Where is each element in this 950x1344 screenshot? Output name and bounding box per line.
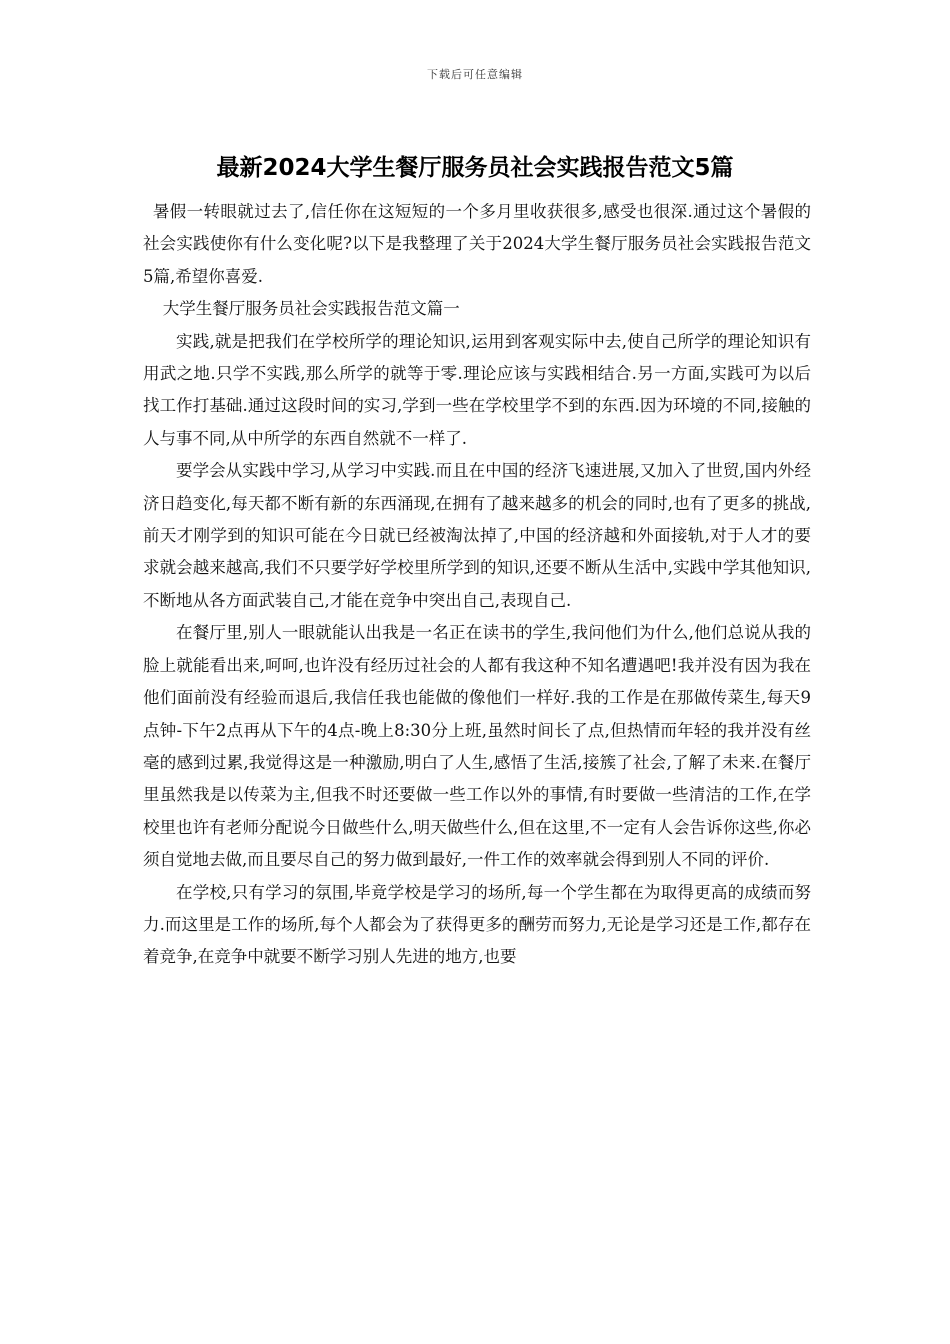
body-paragraph: 要学会从实践中学习,从学习中实践.而且在中国的经济飞速进展,又加入了世贸,国内外经济日趋变化,每天都不断有新的东西涌现,在拥有了越来越多的机会的同时,也有了更多的挑战,前天才刚学到的知识可能在今日就已经被淘汰掉了,中国的经济越和外面接轨,对于人才的要求就会越来越高,我们不只要学好学校里所学到的知识,还要不断从生活中,实践中学其他知识,不断地从各方面武装自己,才能在竞争中突出自己,表现自己. (143, 461, 811, 610)
section-heading: 大学生餐厅服务员社会实践报告范文篇一 (162, 299, 460, 319)
body-paragraph: 在学校,只有学习的氛围,毕竟学校是学习的场所,每一个学生都在为取得更高的成绩而努力.而这里是工作的场所,每个人都会为了获得更多的酬劳而努力,无论是学习还是工作,都存在着竞争,在竞争中就要不断学习别人先进的地方,也要 (143, 882, 811, 967)
document-body (143, 196, 811, 974)
document-title: 最新2024大学生餐厅服务员社会实践报告范文5篇 (216, 155, 734, 181)
body-paragraph: 实践,就是把我们在学校所学的理论知识,运用到客观实际中去,使自己所学的理论知识有用武之地.只学不实践,那么所学的就等于零.理论应该与实践相结合.另一方面,实践可为以后找工作打基础.通过这段时间的实习,学到一些在学校里学不到的东西.因为环境的不同,接触的人与事不同,从中所学的东西自然就不一样了. (143, 331, 811, 448)
intro-paragraph: 暑假一转眼就过去了,信任你在这短短的一个多月里收获很多,感受也很深.通过这个暑假的社会实践使你有什么变化呢?以下是我整理了关于2024大学生餐厅服务员社会实践报告范文5篇,希望你喜爱. (143, 202, 811, 286)
body-paragraph: 在餐厅里,别人一眼就能认出我是一名正在读书的学生,我问他们为什么,他们总说从我的脸上就能看出来,呵呵,也许没有经历过社会的人都有我这种不知名遭遇吧!我并没有因为我在他们面前没有经验而退后,我信任我也能做的像他们一样好.我的工作是在那做传菜生,每天9点钟-下午2点再从下午的4点-晚上8:30分上班,虽然时间长了点,但热情而年轻的我并没有丝毫的感到过累,我觉得这是一种激励,明白了人生,感悟了生活,接簇了社会,了解了未来.在餐厅里虽然我是以传菜为主,但我不时还要做一些工作以外的事情,有时要做一些清洁的工作,在学校里也许有老师分配说今日做些什么,明天做些什么,但在这里,不一定有人会告诉你这些,你必须自觉地去做,而且要尽自己的努力做到最好,一件工作的效率就会得到别人不同的评价. (143, 623, 811, 870)
header-note: 下载后可任意编辑 (427, 68, 523, 81)
